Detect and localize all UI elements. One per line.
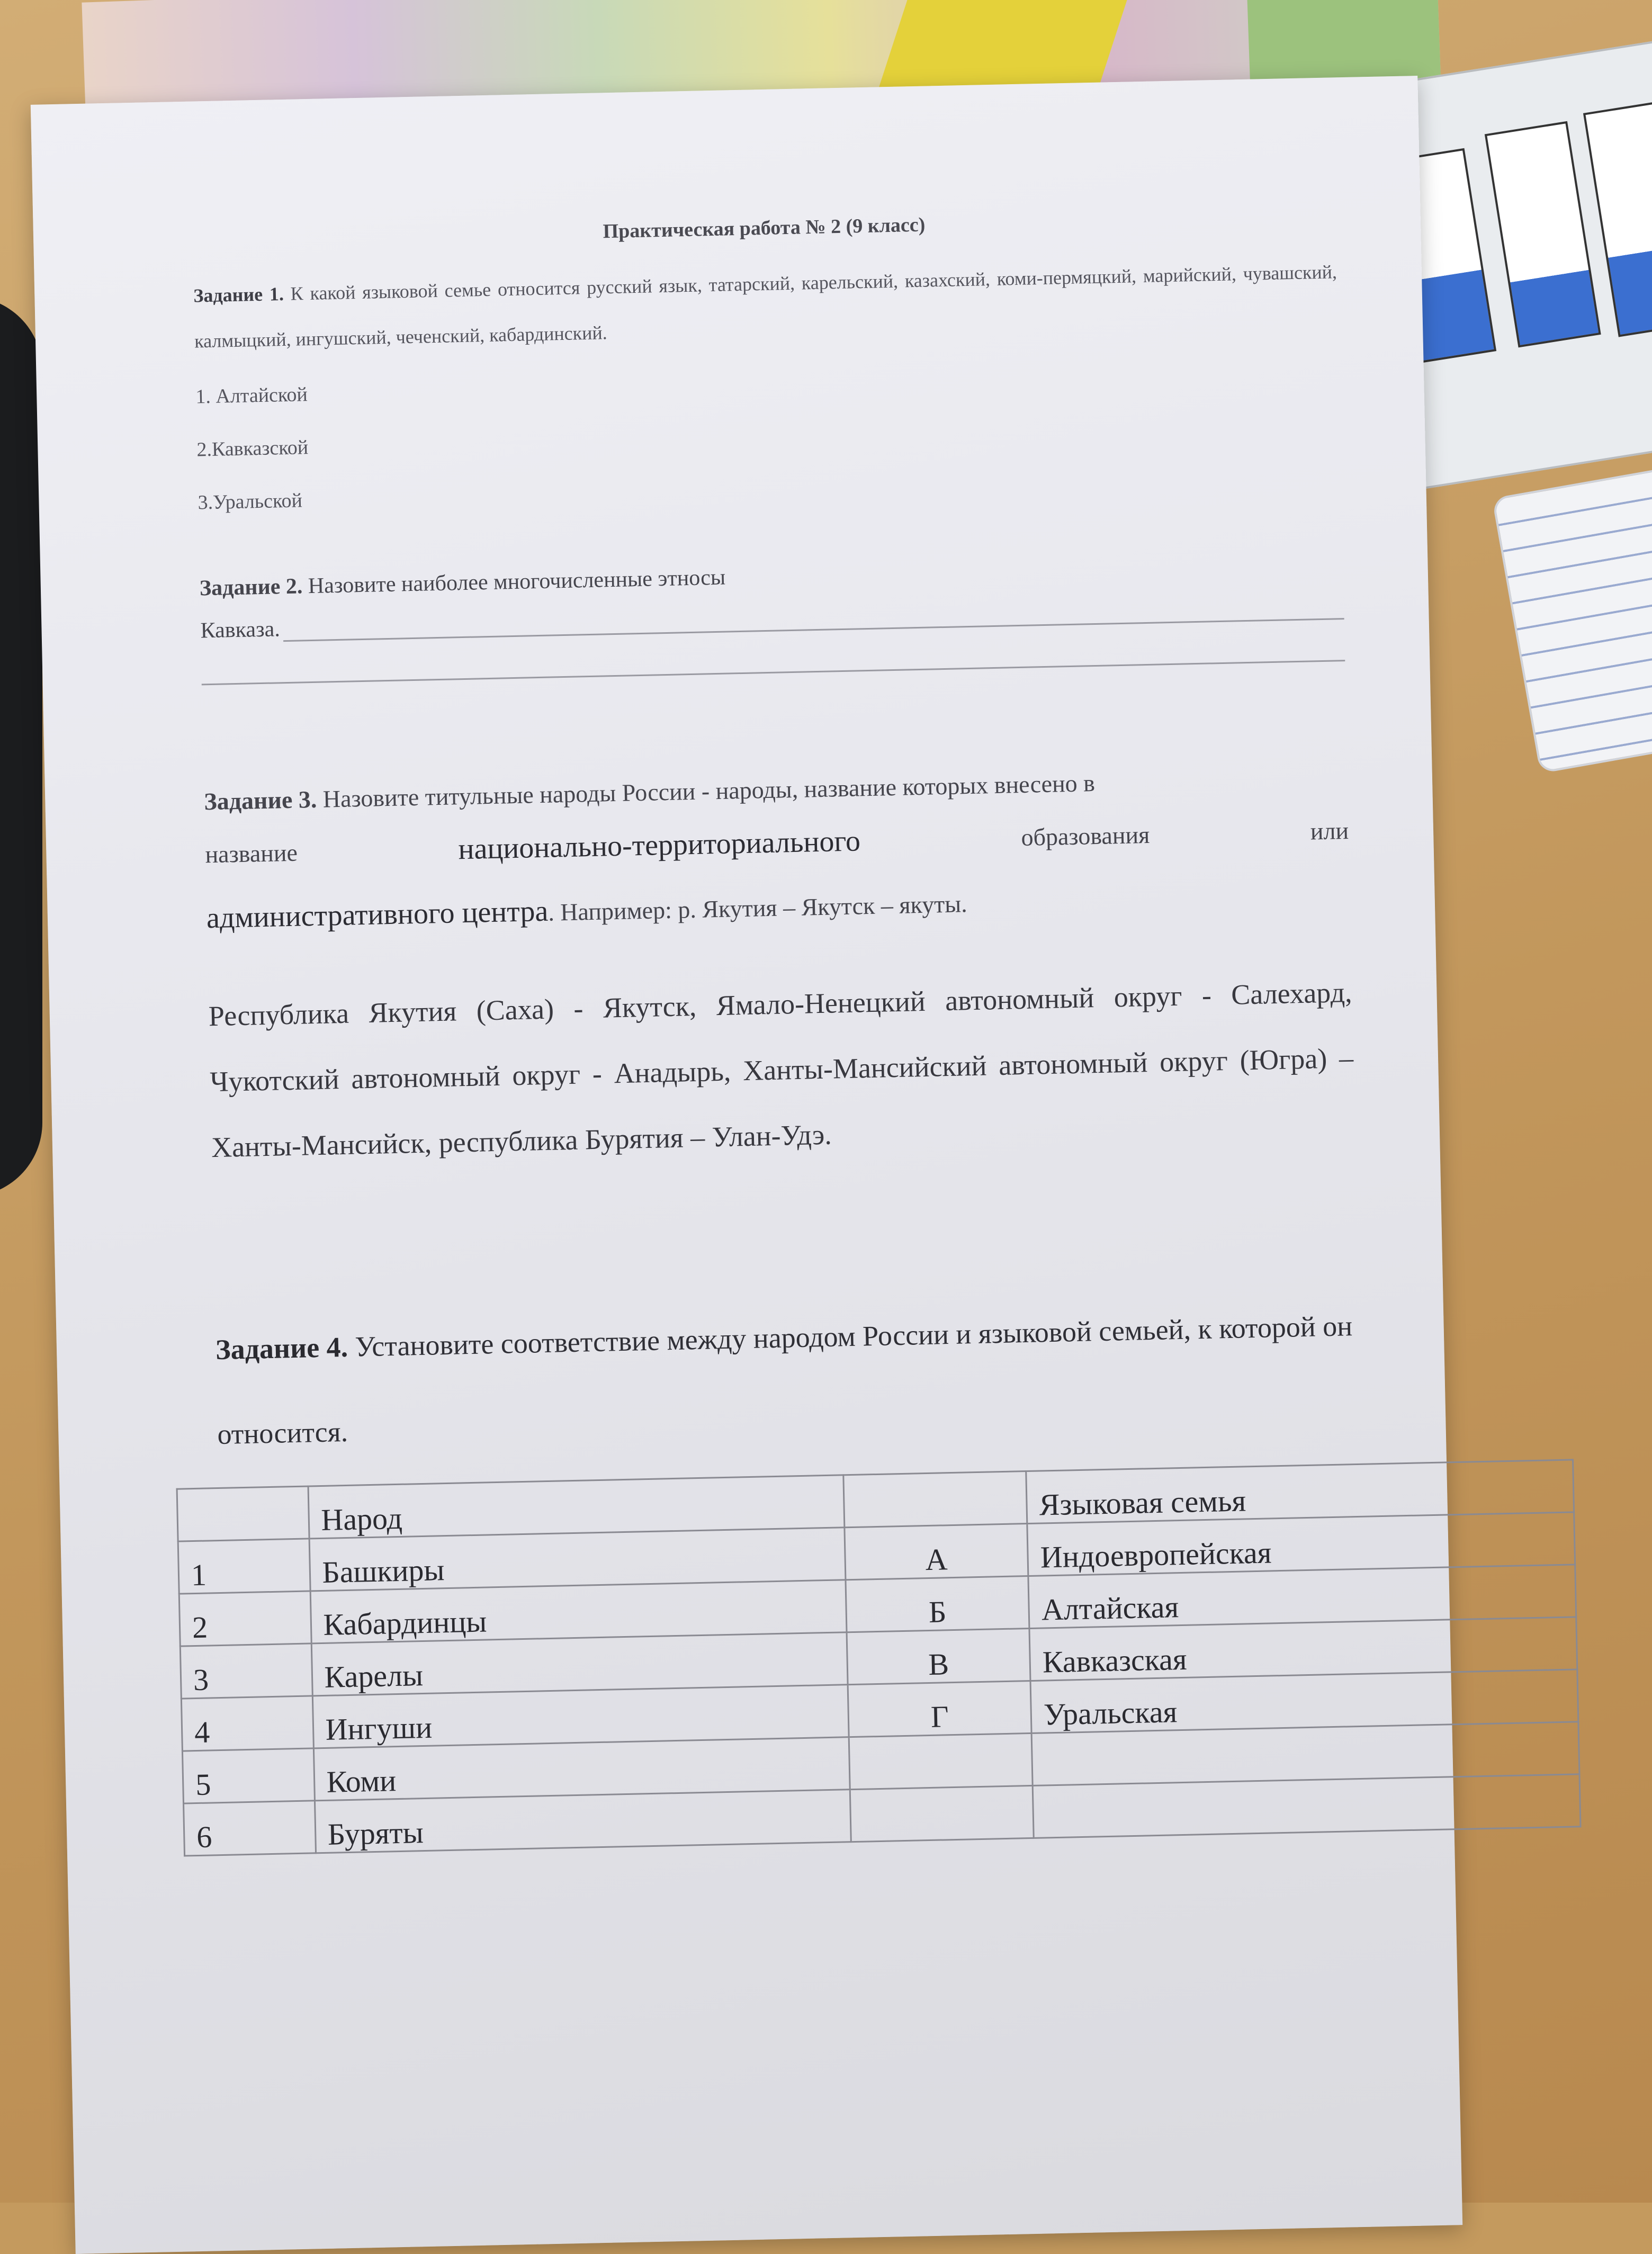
row-number: 3 xyxy=(180,1644,312,1699)
dark-object xyxy=(0,297,42,1197)
worksheet-paper xyxy=(31,76,1462,2254)
row-number: 6 xyxy=(184,1801,316,1856)
task-4-label: Задание 4. xyxy=(215,1331,348,1366)
table-cell xyxy=(177,1486,309,1541)
family-letter: В xyxy=(847,1629,1031,1685)
answer-blank[interactable] xyxy=(283,618,1344,642)
family-name: Уральская xyxy=(1030,1669,1578,1734)
option-item: 1. Алтайской xyxy=(195,383,308,408)
table-cell xyxy=(843,1471,1027,1528)
task-3-word: или xyxy=(1310,817,1349,845)
family-name: Алтайская xyxy=(1028,1565,1576,1629)
task-3-word: название xyxy=(204,839,298,868)
task-3-word: образования xyxy=(1021,821,1150,851)
task-1-options xyxy=(195,361,1342,514)
people-name: Коми xyxy=(313,1737,850,1801)
task-3-label: Задание 3. xyxy=(203,785,317,815)
task-3-word: административного центра xyxy=(206,894,549,935)
task-1 xyxy=(193,249,1338,364)
task-3 xyxy=(204,757,1351,951)
worksheet-content xyxy=(192,204,1370,1856)
row-number: 4 xyxy=(181,1696,313,1751)
family-letter xyxy=(850,1785,1034,1842)
task-3-word: национально-территориального xyxy=(457,824,861,866)
climate-chart xyxy=(1485,121,1601,348)
people-name: Башкиры xyxy=(309,1528,846,1591)
row-number: 2 xyxy=(179,1591,311,1646)
family-letter xyxy=(849,1733,1033,1789)
task-3-example: . Например: р. Якутия – Якутск – якуты. xyxy=(547,890,968,926)
task-2-text2: Кавказа. xyxy=(200,617,281,643)
family-letter: А xyxy=(844,1524,1028,1580)
task-1-label: Задание 1. xyxy=(193,283,284,307)
family-name: Кавказская xyxy=(1029,1617,1577,1681)
task-1-text: К какой языковой семье относится русский язык, татарский, карельский, казахский, коми-пермяцкий, марийский, чувашский, калмыцкий, ингушский, чеченский, кабардинский. xyxy=(194,261,1337,352)
family-letter: Г xyxy=(848,1681,1032,1737)
task-4 xyxy=(214,1283,1361,1477)
people-name: Кабардинцы xyxy=(310,1580,847,1644)
people-name: Карелы xyxy=(311,1632,848,1696)
task-3-answer: Республика Якутия (Саха) - Якутск, Ямало-Ненецкий автономный округ - Салехард, Чукотский автономный округ - Анадырь, Ханты-Мансийский автономный округ (Югра) – Ханты-Мансийск, республика Бурятия – Улан-Удэ. xyxy=(208,976,1354,1164)
option-item: 2.Кавказской xyxy=(196,436,309,461)
family-name xyxy=(1032,1774,1581,1838)
answer-blank-line[interactable] xyxy=(202,660,1345,685)
task-2-text: Назовите наиболее многочисленные этносы xyxy=(308,565,726,599)
page-title: Практическая работа № 2 (9 класс) xyxy=(603,213,926,243)
matching-table xyxy=(176,1459,1582,1856)
table-header-people: Народ xyxy=(308,1475,845,1539)
task-2 xyxy=(199,543,1344,652)
row-number: 1 xyxy=(178,1539,310,1594)
task-2-label: Задание 2. xyxy=(199,574,303,601)
option-item: 3.Уральской xyxy=(197,489,303,514)
family-name: Индоевропейская xyxy=(1027,1512,1575,1576)
people-name: Буряты xyxy=(315,1790,851,1853)
people-name: Ингуши xyxy=(312,1685,849,1748)
family-letter: Б xyxy=(845,1576,1029,1632)
task-3-text: Назовите титульные народы России - народы, название которых внесено в xyxy=(322,769,1096,813)
task-4-text: Установите соответствие между народом России и языковой семьей, к которой он относится. xyxy=(217,1310,1353,1451)
table-header-family: Языковая семья xyxy=(1026,1460,1574,1524)
row-number: 5 xyxy=(182,1748,315,1803)
